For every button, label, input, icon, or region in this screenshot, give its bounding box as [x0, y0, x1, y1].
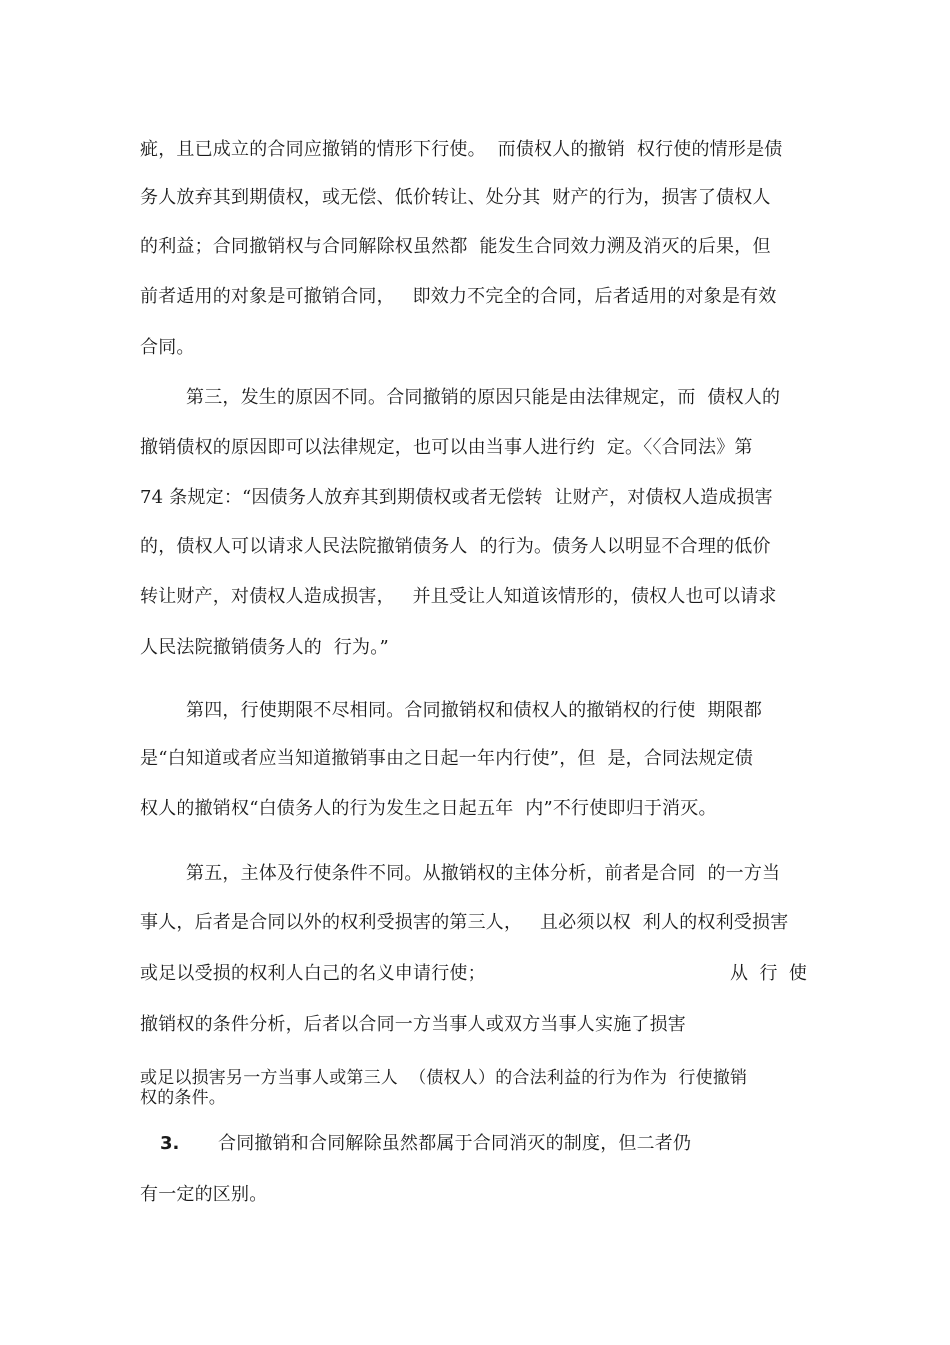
text-line: 疵，且已成立的合同应撤销的情形下行使。 而债权人的撤销 权行使的情形是债: [140, 139, 783, 160]
text-line: 合同。: [140, 337, 195, 358]
text-line: 撤销债权的原因即可以法律规定，也可以由当事人进行约 定。〈〈合同法》第: [140, 437, 753, 458]
text-line: 权的条件。: [140, 1088, 226, 1108]
text-line: 的利益；合同撤销权与合同解除权虽然都 能发生合同效力溯及消灭的后果，但: [140, 236, 771, 257]
text-line: 第四，行使期限不尽相同。合同撤销权和债权人的撤销权的行使 期限都: [186, 700, 763, 721]
text-line: 权人的撤销权“白债务人的行为发生之日起五年 内”不行使即归于消灭。: [140, 798, 717, 819]
text-line: 人民法院撤销债务人的 行为。”: [140, 637, 389, 658]
text-line: 务人放弃其到期债权，或无偿、低价转让、处分其 财产的行为，损害了债权人: [140, 187, 771, 208]
text-line: 事人，后者是合同以外的权利受损害的第三人， 且必须以权 利人的权利受损害: [140, 912, 789, 933]
text-line: 转让财产，对债权人造成损害， 并且受让人知道该情形的，债权人也可以请求: [140, 586, 777, 607]
text-line: 或足以受损的权利人白己的名义申请行使；: [140, 963, 486, 984]
text-line: 第三，发生的原因不同。合同撤销的原因只能是由法律规定，而 债权人的: [186, 387, 781, 408]
text-line: 第五，主体及行使条件不同。从撤销权的主体分析，前者是合同 的一方当: [186, 863, 781, 884]
text-line: 的，债权人可以请求人民法院撤销债务人 的行为。债务人以明显不合理的低价: [140, 536, 771, 557]
text-line: 合同撤销和合同解除虽然都属于合同消灭的制度，但二者仍: [218, 1133, 692, 1154]
text-line: 撤销权的条件分析，后者以合同一方当事人或双方当事人实施了损害: [140, 1014, 686, 1035]
text-line-fragment: 从 行 使: [730, 963, 807, 984]
text-line: 有一定的区别。: [140, 1184, 268, 1205]
text-line: 是“白知道或者应当知道撤销事由之日起一年内行使”，但 是，合同法规定债: [140, 748, 754, 769]
text-line: 前者适用的对象是可撤销合同， 即效力不完全的合同，后者适用的对象是有效: [140, 286, 777, 307]
text-line: 74 条规定：“因债务人放弃其到期债权或者无偿转 让财产，对债权人造成损害: [140, 487, 773, 508]
list-number: 3.: [160, 1133, 180, 1154]
text-line: 或足以损害另一方当事人或第三人 （债权人）的合法利益的行为作为 行使撤销: [140, 1068, 748, 1088]
